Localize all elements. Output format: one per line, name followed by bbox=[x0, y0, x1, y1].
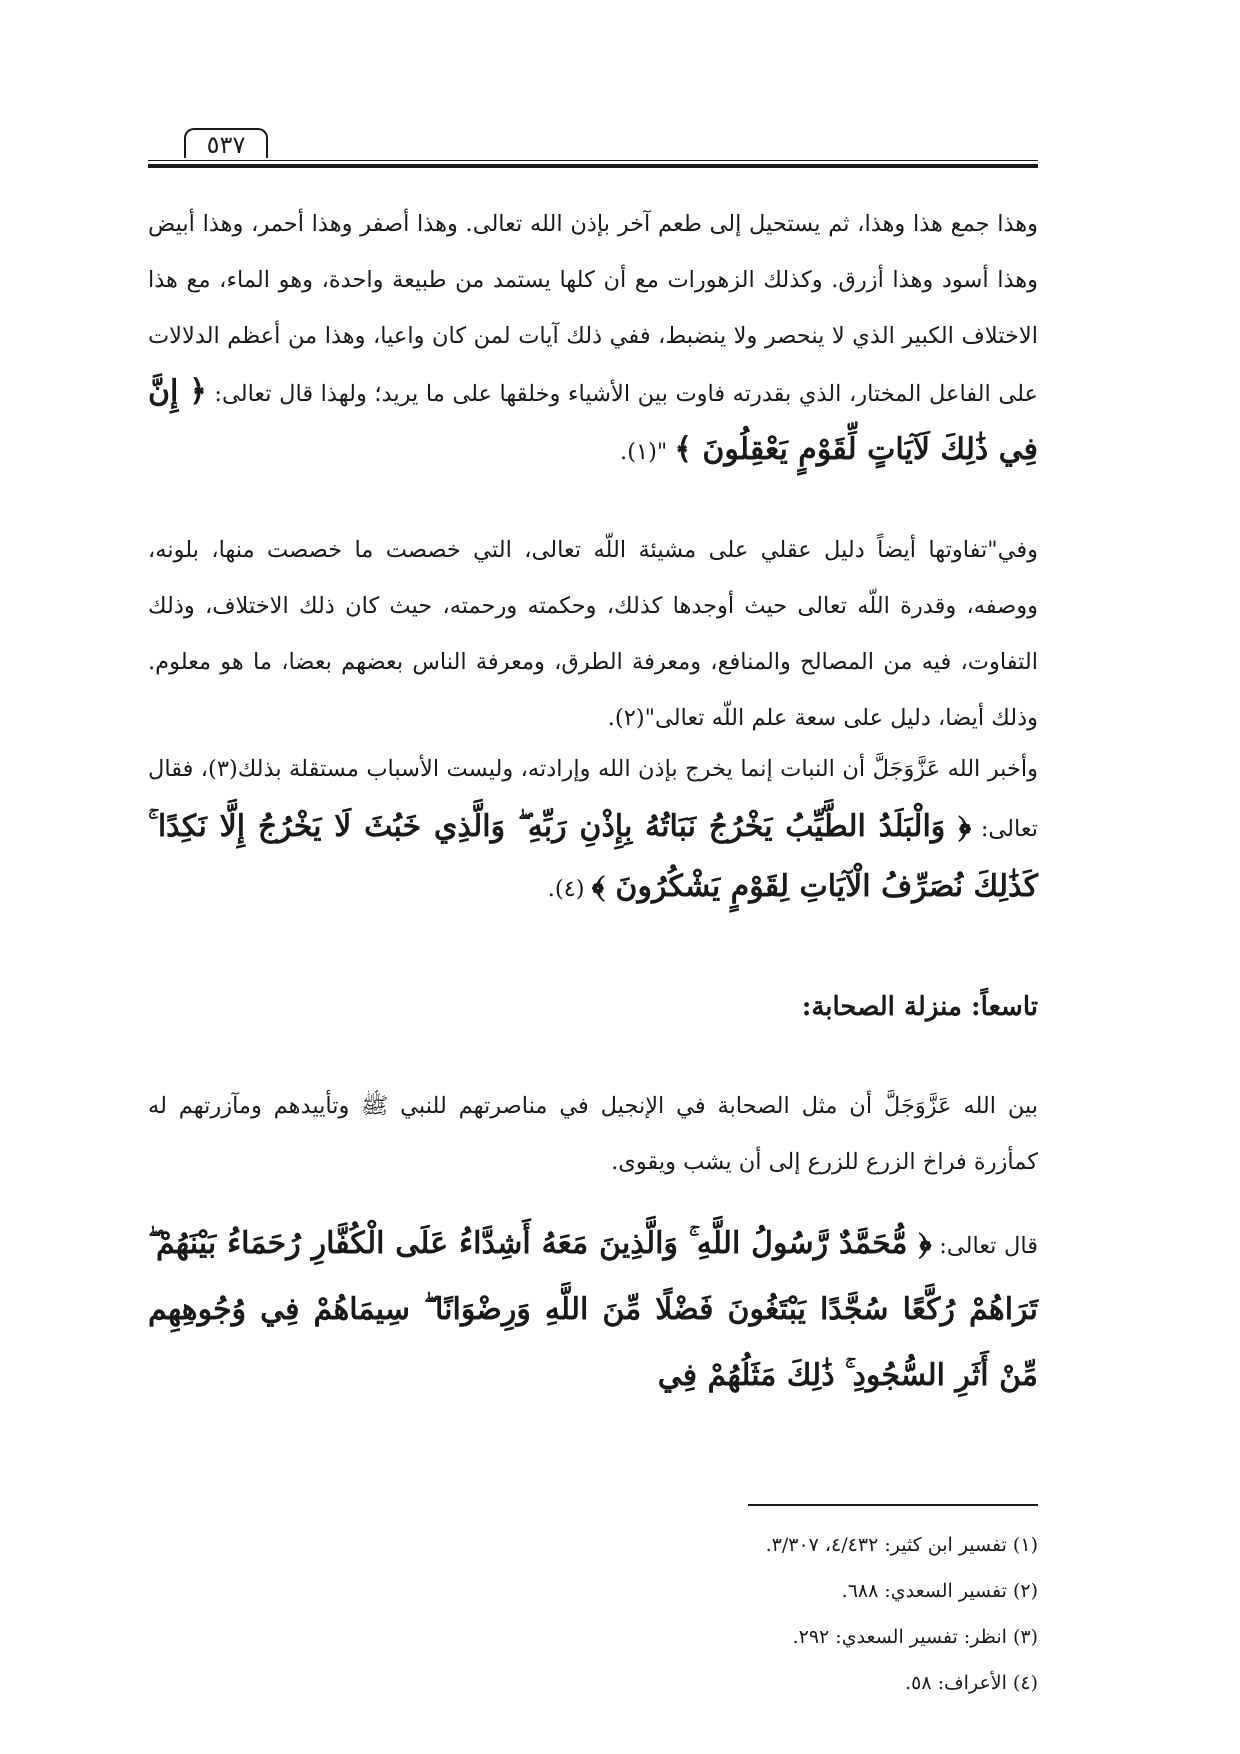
footnote-separator bbox=[748, 1504, 1038, 1506]
quran-verse-3: ﴿ مُّحَمَّدٌ رَّسُولُ اللَّهِ ۚ وَالَّذِينَ مَعَهُ أَشِدَّاءُ عَلَى الْكُفَّارِ رُحَمَاءُ بَيْنَهُمْ ۖ تَرَاهُمْ رُكَّعًا سُجَّدًا يَبْتَغُونَ فَضْلًا مِّنَ اللَّهِ وَرِضْوَانًا ۖ سِيمَاهُمْ فِي وُجُوهِهِم مِّنْ أَثَرِ السُّجُودِ ۚ ذَٰلِكَ مَثَلُهُمْ فِي bbox=[148, 1226, 1038, 1393]
footnotes bbox=[148, 1522, 1038, 1706]
section-heading: تاسعاً: منزلة الصحابة: bbox=[801, 992, 1038, 1022]
paragraph-3-end: (٤). bbox=[547, 876, 585, 902]
paragraph-4-text: بين الله عَزَّوَجَلَّ أن مثل الصحابة في الإنجيل في مناصرتهم للنبي ﷺ وتأييدهم ومآزرتهم له كمأزرة فراخ الزرع للزرع إلى أن يشب ويقوى. bbox=[148, 1093, 1038, 1175]
paragraph-2-text: وفي"تفاوتها أيضاً دليل عقلي على مشيئة اللّه تعالى، التي خصصت ما خصصت منها، بلونه، ووصفه، وقدرة اللّه تعالى حيث أوجدها كذلك، وحكمته ورحمته، حيث كان ذلك الاختلاف، وذلك التفاوت، فيه من المصالح والمنافع، ومعرفة الطرق، ومعرفة الناس بعضهم بعضا، ما هو معلوم. وذلك أيضا، دليل على سعة علم اللّه تعالى"(٢). bbox=[148, 537, 1038, 731]
paragraph-5 bbox=[148, 1212, 1038, 1410]
footnote: (١) تفسير ابن كثير: ٤/٤٣٢، ٣/٣٠٧. bbox=[765, 1534, 1038, 1556]
paragraph-1 bbox=[148, 196, 1038, 480]
quran-verse-2: ﴿ وَالْبَلَدُ الطَّيِّبُ يَخْرُجُ نَبَاتُهُ بِإِذْنِ رَبِّهِ ۖ وَالَّذِي خَبُثَ لَا يَخْرُجُ إِلَّا نَكِدًا ۚ كَذَٰلِكَ نُصَرِّفُ الْآيَاتِ لِقَوْمٍ يَشْكُرُونَ ﴾ bbox=[148, 809, 1038, 904]
paragraph-2 bbox=[148, 522, 1038, 746]
quran-verse-1: ﴿ إِنَّ فِي ذَٰلِكَ لَآيَاتٍ لِّقَوْمٍ يَعْقِلُونَ ﴾ bbox=[148, 374, 1038, 467]
header-thin-rule bbox=[148, 160, 1038, 161]
header-thick-rule bbox=[148, 164, 1038, 168]
paragraph-3-text: وأخبر الله عَزَّوَجَلَّ أن النبات إنما يخرج بإذن الله وإرادته، وليست الأسباب مستقلة بذلك(٣)، فقال تعالى: bbox=[148, 756, 1038, 842]
footnote: (٤) الأعراف: ٥٨. bbox=[905, 1672, 1038, 1694]
paragraph-3 bbox=[148, 740, 1038, 918]
paragraph-1-end: "(١). bbox=[620, 439, 668, 465]
footnote: (٣) انظر: تفسير السعدي: ٢٩٢. bbox=[792, 1626, 1038, 1648]
page-header bbox=[148, 128, 1038, 168]
paragraph-1-text: وهذا جمع هذا وهذا، ثم يستحيل إلى طعم آخر بإذن الله تعالى. وهذا أصفر وهذا أحمر، وهذا أبيض وهذا أسود وهذا أزرق. وكذلك الزهورات مع أن كلها يستمد من طبيعة واحدة، وهو الماء، مع هذا الاختلاف الكبير الذي لا ينحصر ولا ينضبط، ففي ذلك آيات لمن كان واعيا، وهذا من أعظم الدلالات على الفاعل المختار، الذي بقدرته فاوت بين الأشياء وخلقها على ما يريد؛ ولهذا قال تعالى: bbox=[148, 211, 1038, 407]
paragraph-4 bbox=[148, 1078, 1038, 1190]
paragraph-5-text: قال تعالى: bbox=[939, 1233, 1038, 1259]
footnote: (٢) تفسير السعدي: ٦٨٨. bbox=[841, 1580, 1038, 1602]
page-number: ٥٣٧ bbox=[184, 128, 268, 158]
